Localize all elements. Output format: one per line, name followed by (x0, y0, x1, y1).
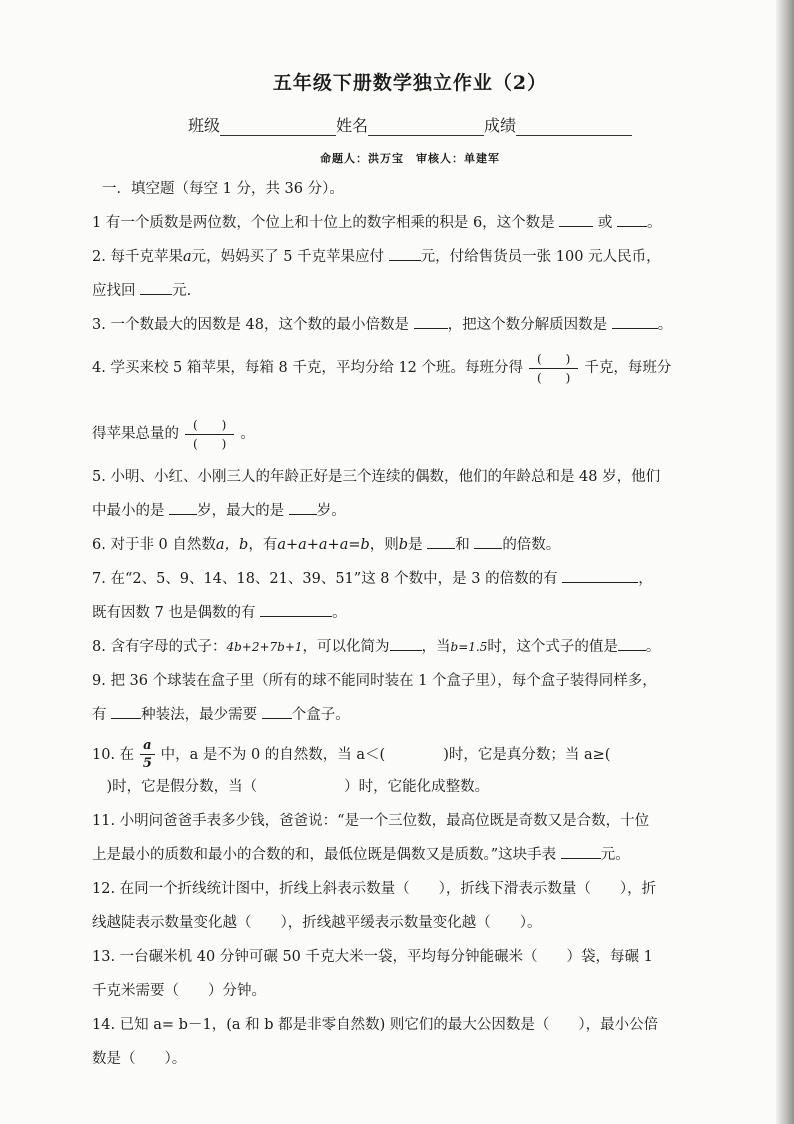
question-13-line-2: 千克米需要（ ）分钟。 (92, 983, 266, 999)
question-4-line-2 (92, 416, 728, 452)
question-9-line-2 (92, 704, 728, 726)
q6-expression: a+a+a+a=b (277, 537, 370, 553)
author-line: 命题人：洪万宝 审核人：单建军 (320, 152, 500, 165)
q2-text-f: 元. (172, 283, 192, 299)
name-label: 姓名 (335, 116, 368, 135)
q7-text-d: 。 (332, 605, 347, 621)
q10-text-a: 10. 在 (92, 747, 135, 763)
q1-end: 。 (647, 215, 662, 231)
question-6 (92, 534, 728, 556)
q2-var-a: a (182, 249, 192, 265)
question-14-line-1: 14. 已知 a= b－1，(a 和 b 都是非零自然数) 则它们的最大公因数是（ ），最小公倍 (92, 1017, 659, 1033)
q7-text-c: 既有因数 7 也是偶数的有 (92, 605, 261, 621)
q6-text-g: 是 (408, 537, 428, 553)
q4-text-b: 千克，每班分 (584, 360, 672, 376)
q5-text-b: 岁，最大的是 (197, 503, 289, 519)
q5-text-a: 中最小的是 (92, 503, 170, 519)
q9-text-b: 种装法，最少需要 (141, 707, 262, 723)
question-14-line-2: 数是（ ）。 (92, 1051, 187, 1067)
q1-blank-2[interactable] (617, 212, 647, 227)
q4-fraction-2[interactable]: $\frac{( )}{( )}$ (185, 418, 234, 451)
q8-condition: b=1.5 (450, 640, 488, 654)
q8-expression: 4b+2+7b+1 (226, 640, 303, 654)
q6-text-c: ，有 (248, 537, 278, 553)
q8-text-c: ，可以化简为 (302, 639, 390, 655)
q2-blank-1[interactable] (389, 246, 421, 261)
q7-blank-2[interactable] (260, 602, 332, 617)
q6-var-b: b (398, 537, 409, 553)
q9-blank-1[interactable] (111, 704, 141, 719)
question-2-line-1 (92, 246, 728, 268)
question-8 (92, 636, 728, 658)
q3-blank-1[interactable] (414, 314, 448, 329)
class-field[interactable] (220, 119, 336, 136)
question-2-line-2 (92, 280, 728, 302)
q11-blank[interactable] (561, 844, 601, 859)
class-label: 班级 (187, 116, 220, 135)
q8-text-a: 8. 含有字母的式子： (92, 639, 227, 655)
q6-blank-1[interactable] (427, 534, 455, 549)
q2-text-d: 元，付给售货员一张 100 元人民币， (420, 249, 661, 265)
score-field[interactable] (516, 119, 632, 136)
q8-text-d: ，当 (421, 639, 451, 655)
q8-text-f: 时，这个式子的值是 (487, 639, 618, 655)
question-7-line-2 (92, 602, 728, 624)
q5-blank-2[interactable] (289, 500, 317, 515)
question-12-line-2: 线越陡表示数量变化越（ ），折线越平缓表示数量变化越（ ）。 (92, 915, 542, 931)
q7-text-b: ， (638, 571, 653, 587)
q7-text-a: 7. 在“2、5、9、14、18、21、39、51”这 8 个数中，是 3 的倍数的有 (92, 571, 563, 587)
question-11-line-1: 11. 小明问爸爸手表多少钱，爸爸说：“是一个三位数，最高位既是奇数又是合数，十位 (92, 813, 650, 829)
q6-var-ab: a，b (215, 537, 249, 553)
question-5-line-1: 5. 小明、小红、小刚三人的年龄正好是三个连续的偶数，他们的年龄总和是 48 岁，他们 (92, 469, 661, 485)
q10-text-b: 中，a 是不为 0 的自然数，当 a＜( )时，它是真分数；当 a≥( (160, 747, 611, 763)
q9-text-a: 有 (92, 707, 112, 723)
q2-text-c: 元，妈妈买了 5 千克苹果应付 (191, 249, 389, 265)
q2-blank-2[interactable] (140, 280, 172, 295)
name-field[interactable] (368, 119, 484, 136)
q8-text-g: 。 (645, 639, 661, 655)
question-7-line-1 (92, 568, 728, 590)
q4-text-a: 4. 学买来校 5 箱苹果，每箱 8 千克，平均分给 12 个班。每班分得 (92, 360, 523, 376)
q8-blank-2[interactable] (618, 636, 646, 651)
score-label: 成绩 (484, 116, 517, 135)
q10-fraction: $\frac{a}{5}$ (140, 739, 154, 771)
q6-blank-2[interactable] (474, 534, 502, 549)
question-10-line-2: )时，它是假分数，当（ ）时，它能化成整数。 (92, 779, 490, 795)
q4-text-d: 。 (240, 426, 255, 442)
q8-blank-1[interactable] (390, 636, 422, 651)
question-11-line-2 (92, 844, 728, 866)
q5-text-c: 岁。 (316, 503, 346, 519)
q7-blank-1[interactable] (562, 568, 638, 583)
page-title: 五年级下册数学独立作业（2） (272, 72, 548, 94)
q3-text-b: ，把这个数分解质因数是 (447, 317, 612, 333)
q3-text-a: 3. 一个数最大的因数是 48，这个数的最小倍数是 (92, 317, 414, 333)
q11-text-a: 上是最小的质数和最小的合数的和，最低位既是偶数又是质数。”这块手表 (92, 847, 561, 863)
q1-blank-1[interactable] (559, 212, 593, 227)
question-10-line-1 (92, 738, 728, 772)
q9-blank-2[interactable] (262, 704, 292, 719)
question-5-line-2 (92, 500, 728, 522)
q3-blank-2[interactable] (612, 314, 658, 329)
student-info-row (92, 113, 728, 136)
worksheet-content (92, 68, 728, 1070)
question-12-line-1: 12. 在同一个折线统计图中，折线上斜表示数量（ ），折线下滑表示数量（ ），折 (92, 881, 657, 897)
q4-fraction-1[interactable]: $\frac{( )}{( )}$ (529, 352, 578, 385)
q3-text-c: 。 (657, 317, 673, 333)
question-9-line-1: 9. 把 36 个球装在盒子里（所有的球不能同时装在 1 个盒子里），每个盒子装得同样多， (92, 673, 657, 689)
section-heading: 一．填空题（每空 1 分，共 36 分）。 (102, 181, 344, 197)
q2-text-a: 2. 每千克苹果 (92, 249, 183, 265)
q2-text-e: 应找回 (92, 283, 141, 299)
q6-text-a: 6. 对于非 0 自然数 (92, 537, 216, 553)
q9-text-c: 个盒子。 (291, 707, 350, 723)
q11-text-b: 元。 (600, 847, 630, 863)
q1-mid: 或 (593, 215, 617, 231)
question-4-line-1 (92, 350, 728, 386)
q6-text-i: 的倍数。 (502, 537, 561, 553)
question-3 (92, 314, 728, 336)
q4-text-c: 得苹果总量的 (92, 426, 179, 442)
q6-text-e: ，则 (369, 537, 399, 553)
q6-text-h: 和 (455, 537, 475, 553)
scan-edge-shadow (776, 0, 794, 1124)
q5-blank-1[interactable] (169, 500, 197, 515)
q1-text: 1 有一个质数是两位数，个位上和十位上的数字相乘的积是 6，这个数是 (92, 215, 560, 231)
question-13-line-1: 13. 一台碾米机 40 分钟可碾 50 千克大米一袋，平均每分钟能碾米（ ）袋，每碾 1 (92, 949, 653, 965)
question-1 (92, 212, 728, 234)
